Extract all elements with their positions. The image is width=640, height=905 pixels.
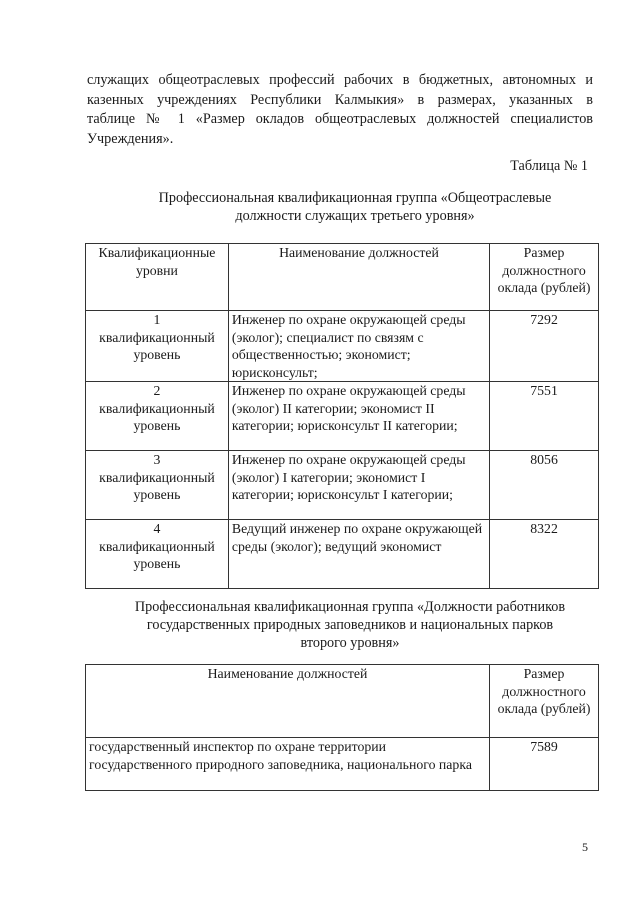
level-label: квалификационный уровень — [99, 329, 215, 362]
header-name: Наименование должностей — [228, 244, 489, 311]
position-name-cell: Инженер по охране окружающей среды (эколог) I категории; экономист I категории; юрисконсульт I категории; — [228, 451, 489, 520]
level-number: 1 — [153, 312, 161, 327]
level-cell — [86, 520, 229, 589]
position-name-cell: Ведущий инженер по охране окружающей среды (эколог); ведущий экономист — [228, 520, 489, 589]
level-cell — [86, 451, 229, 520]
level-cell — [86, 311, 229, 382]
caption-line: Профессиональная квалификационная группа «Должности работников — [134, 599, 566, 615]
table-row — [86, 382, 599, 451]
caption-line: второго уровня» — [300, 635, 400, 651]
header-name: Наименование должностей — [86, 665, 490, 738]
salary-cell: 8056 — [490, 451, 599, 520]
paragraph-line: Учреждения». — [87, 130, 174, 147]
table1-caption — [120, 189, 590, 225]
level-label: квалификационный уровень — [99, 400, 215, 433]
level-label: квалификационный уровень — [99, 538, 215, 571]
level-label: квалификационный уровень — [99, 469, 215, 502]
header-level: Квалификационные уровни — [86, 244, 229, 311]
salary-cell: 7589 — [490, 738, 599, 791]
salary-cell: 7292 — [490, 311, 599, 382]
table-number: Таблица № 1 — [510, 158, 588, 174]
caption-line: Профессиональная квалификационная группа «Общеотраслевые — [158, 190, 552, 206]
table-header-row — [86, 244, 599, 311]
position-name-cell: Инженер по охране окружающей среды (эколог) II категории; экономист II категории; юрисконсульт II категории; — [228, 382, 489, 451]
page-number: 5 — [582, 840, 588, 854]
table-row — [86, 311, 599, 382]
header-salary: Размер должностного оклада (рублей) — [490, 665, 599, 738]
salary-cell: 8322 — [490, 520, 599, 589]
level-number: 3 — [153, 452, 161, 467]
table-row — [86, 520, 599, 589]
salary-table-2 — [85, 664, 599, 791]
paragraph-line: казенных учреждениях Республики Калмыкия» в размерах, указанных в — [87, 91, 593, 108]
paragraph-line: таблице № 1 «Размер окладов общеотраслевых должностей специалистов — [87, 111, 593, 127]
position-name-cell: Инженер по охране окружающей среды (эколог); специалист по связям с общественностью; экономист; юрисконсульт; — [228, 311, 489, 382]
caption-line: государственных природных заповедников и национальных парков — [146, 617, 554, 633]
caption-line: должности служащих третьего уровня» — [235, 208, 475, 224]
table-row — [86, 738, 599, 791]
intro-paragraph — [87, 71, 593, 149]
level-number: 2 — [153, 383, 161, 398]
table-header-row — [86, 665, 599, 738]
level-cell — [86, 382, 229, 451]
header-salary: Размер должностного оклада (рублей) — [490, 244, 599, 311]
salary-cell: 7551 — [490, 382, 599, 451]
paragraph-line: служащих общеотраслевых профессий рабочих в бюджетных, автономных и — [87, 72, 593, 88]
salary-table-1 — [85, 243, 599, 589]
level-number: 4 — [153, 521, 161, 536]
table2-caption — [100, 598, 600, 652]
position-name-cell: государственный инспектор по охране территории государственного природного заповедника, национального парка — [86, 738, 490, 791]
table-row — [86, 451, 599, 520]
